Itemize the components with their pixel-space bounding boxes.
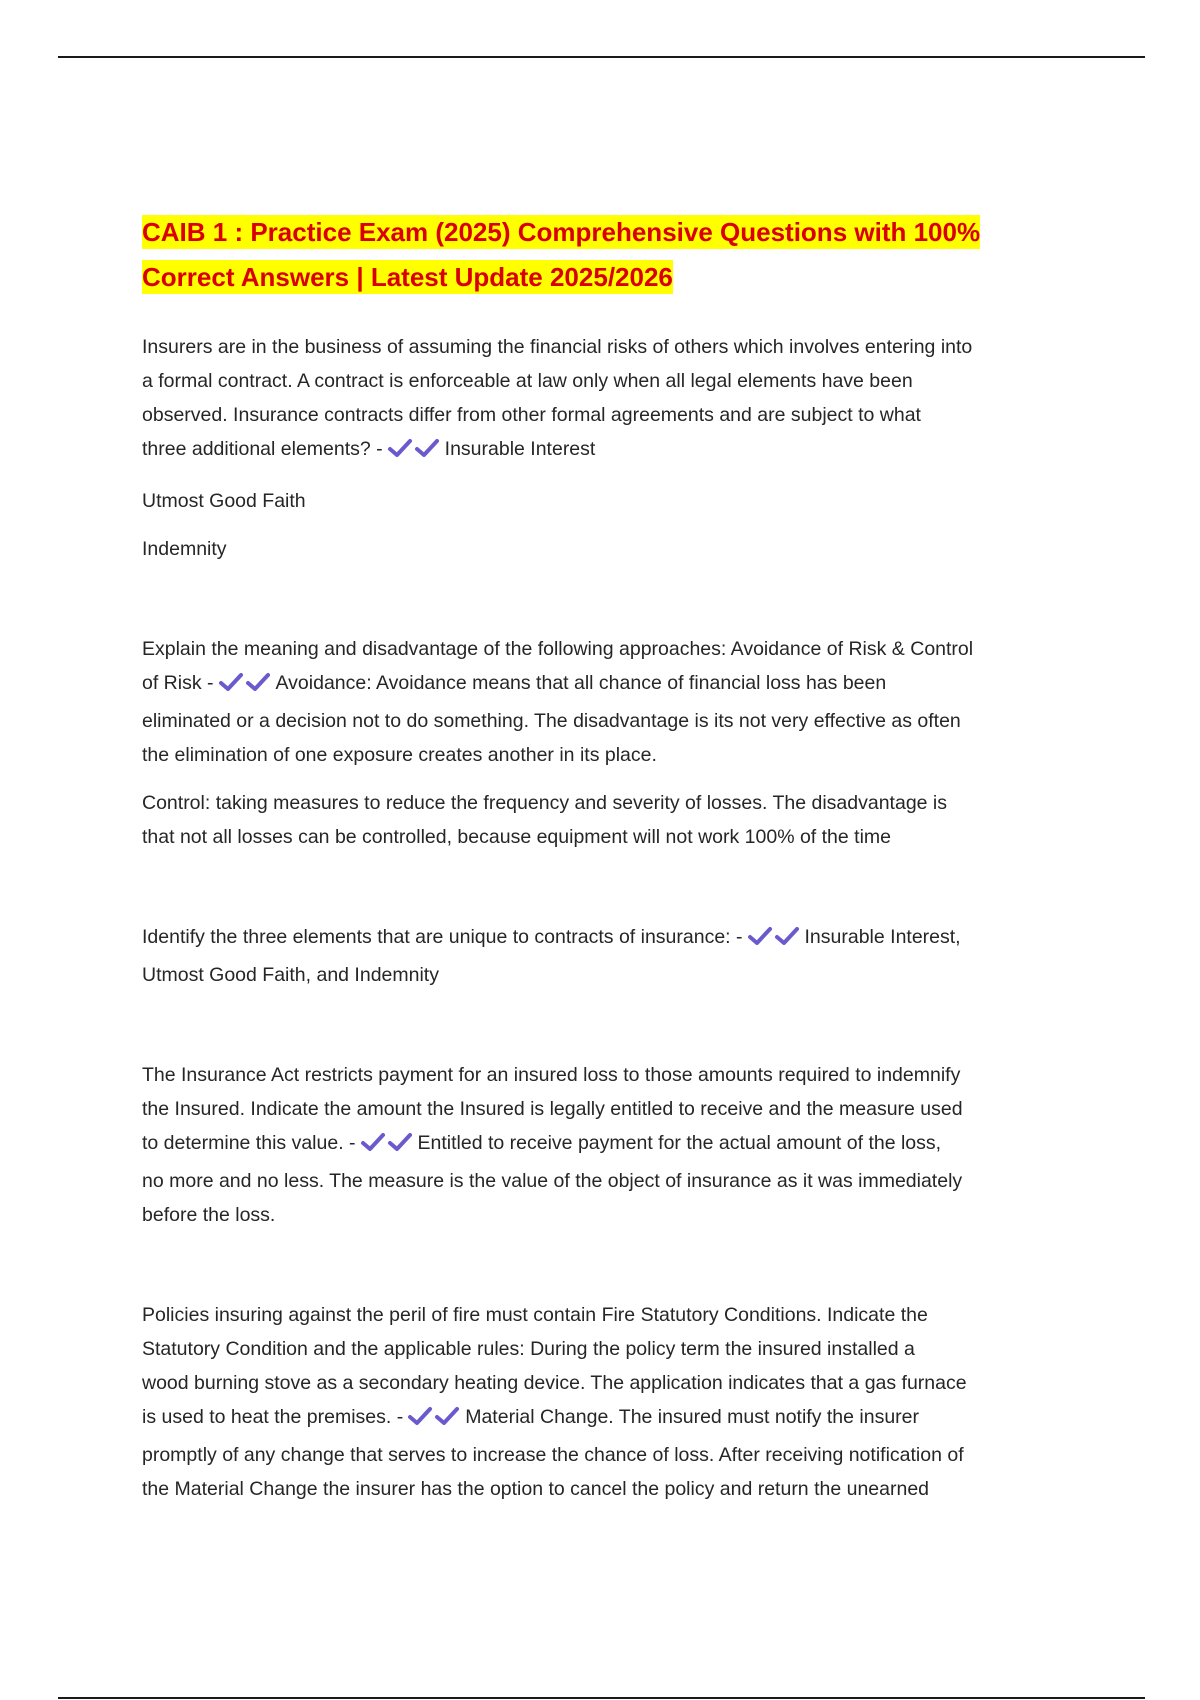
answer-check-marks [218,670,272,704]
bottom-rule [58,1697,1145,1699]
title-line-2: Correct Answers | Latest Update 2025/2026 [142,262,673,292]
question-answer-line [142,666,1072,704]
answer-text: Insurable Interest [444,438,596,460]
answer-check-marks [747,924,801,958]
answer-check-marks [407,1404,461,1438]
question-line: three additional elements? - [142,438,383,460]
document-title [142,210,1072,300]
qa-item-2 [142,632,1072,854]
question-answer-line [142,1400,1072,1438]
answer-line: the Material Change the insurer has the option to cancel the policy and return the unearned [142,1478,930,1500]
answer-line: promptly of any change that serves to increase the chance of loss. After receiving notification of [142,1444,964,1466]
answer-line: eliminated or a decision not to do something. The disadvantage is its not very effective as often [142,710,961,732]
question-line: Policies insuring against the peril of fire must contain Fire Statutory Conditions. Indicate the [142,1304,928,1326]
qa-item-5 [142,1298,1072,1506]
answer-check-marks [360,1130,414,1164]
check-icon [245,671,272,693]
question-line: is used to heat the premises. - [142,1406,404,1428]
check-icon [387,437,414,459]
question-line: Explain the meaning and disadvantage of the following approaches: Avoidance of Risk & Control [142,638,974,660]
answer-text: Entitled to receive payment for the actual amount of the loss, [417,1132,942,1154]
answer-line: Utmost Good Faith [142,490,306,512]
question-answer-line [142,1126,1072,1164]
question-line: Insurers are in the business of assuming the financial risks of others which involves entering into [142,336,973,358]
title-line-1: CAIB 1 : Practice Exam (2025) Comprehensive Questions with 100% [142,217,981,247]
question-line: of Risk - [142,672,214,694]
check-icon [360,1131,387,1153]
qa-item-1 [142,330,1072,566]
question-line: to determine this value. - [142,1132,356,1154]
question-line: The Insurance Act restricts payment for an insured loss to those amounts required to indemnify [142,1064,961,1086]
check-icon [747,925,774,947]
question-line: Identify the three elements that are unique to contracts of insurance: - [142,926,743,948]
answer-line: Indemnity [142,538,227,560]
answer-text: Insurable Interest, [804,926,961,948]
question-line: a formal contract. A contract is enforceable at law only when all legal elements have been [142,370,913,392]
answer-line: Utmost Good Faith, and Indemnity [142,964,439,986]
check-icon [434,1405,461,1427]
answer-line: before the loss. [142,1204,276,1226]
qa-item-3 [142,920,1072,992]
top-rule [58,56,1145,58]
question-line: the Insured. Indicate the amount the Insured is legally entitled to receive and the measure used [142,1098,963,1120]
answer-line: Control: taking measures to reduce the frequency and severity of losses. The disadvantage is [142,792,948,814]
answer-line: that not all losses can be controlled, because equipment will not work 100% of the time [142,826,892,848]
question-line: wood burning stove as a secondary heating device. The application indicates that a gas furnace [142,1372,967,1394]
question-line: Statutory Condition and the applicable rules: During the policy term the insured installed a [142,1338,915,1360]
answer-text: Material Change. The insured must notify the insurer [465,1406,920,1428]
question-line: observed. Insurance contracts differ from other formal agreements and are subject to what [142,404,921,426]
check-icon [414,437,441,459]
answer-check-marks [387,436,441,470]
answer-text: Avoidance: Avoidance means that all chance of financial loss has been [275,672,887,694]
check-icon [774,925,801,947]
answer-line: the elimination of one exposure creates another in its place. [142,744,657,766]
question-answer-line [142,920,1072,958]
question-answer-line [142,432,1072,470]
check-icon [387,1131,414,1153]
check-icon [407,1405,434,1427]
check-icon [218,671,245,693]
document-body [142,210,1072,1572]
answer-line: no more and no less. The measure is the value of the object of insurance as it was immediately [142,1170,963,1192]
qa-item-4 [142,1058,1072,1232]
